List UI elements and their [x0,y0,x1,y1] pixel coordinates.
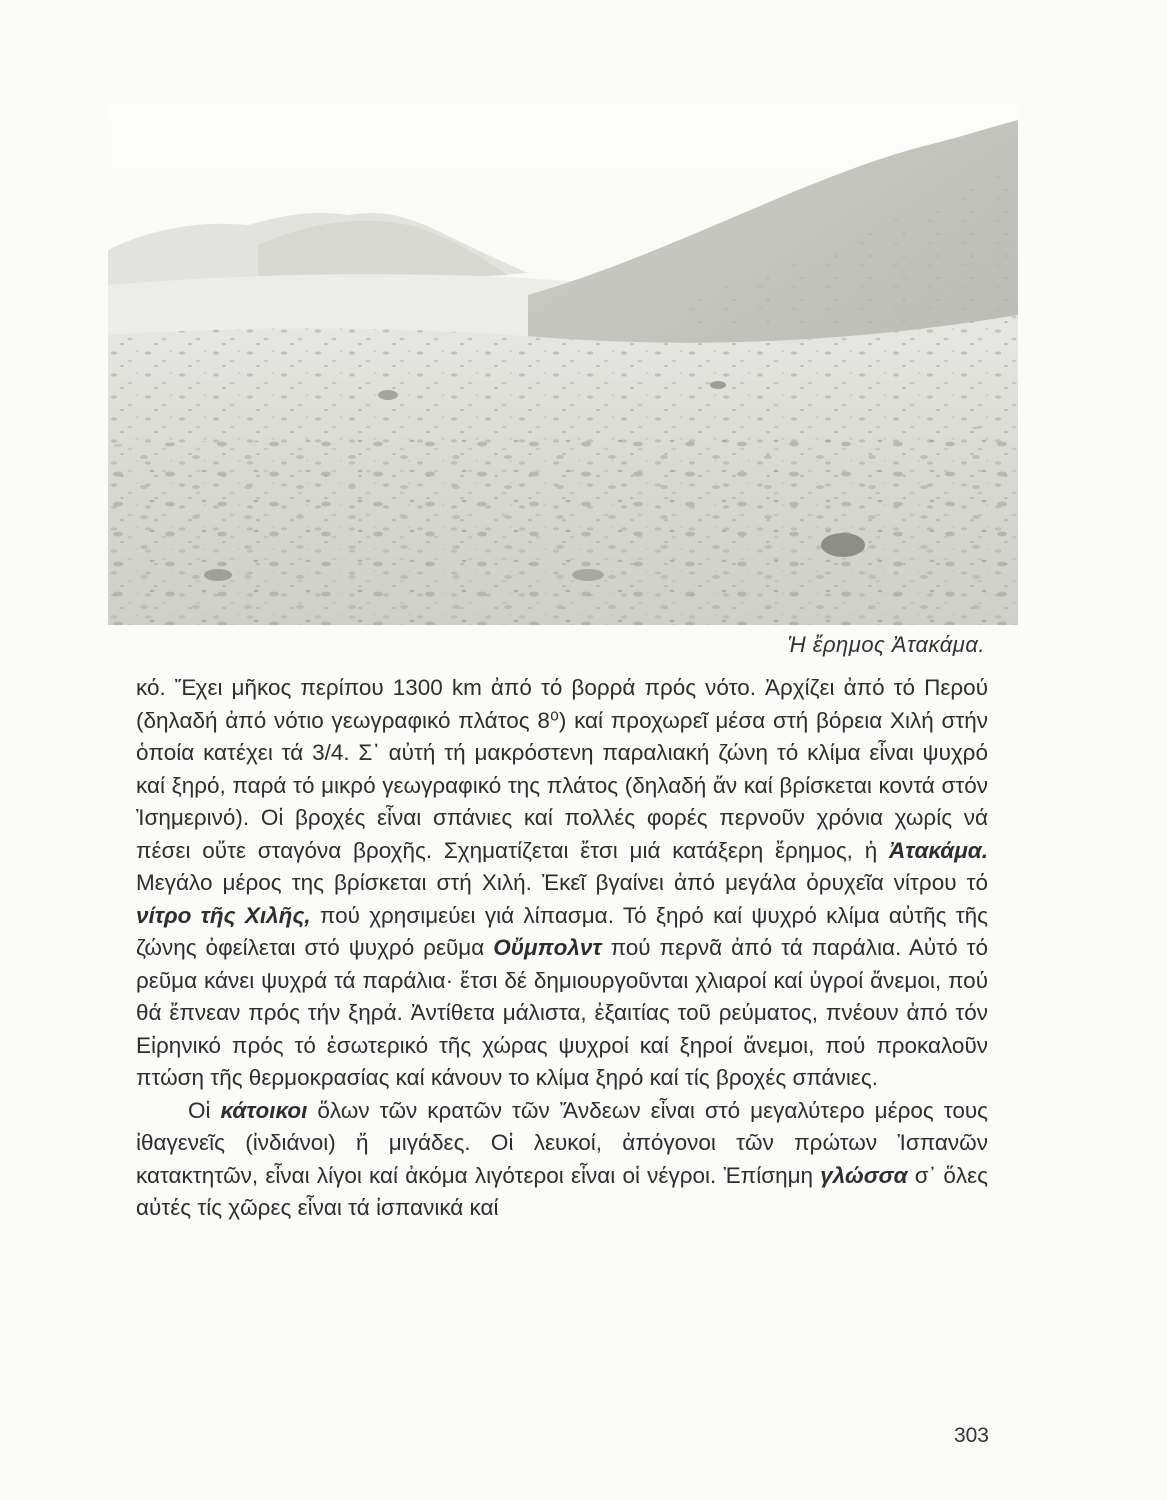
text-segment: Οἱ [188,1097,221,1123]
figure-caption: Ἡ ἔρημος Ἀτακάμα. [787,632,985,657]
text-segment: ὅλων τῶν κρατῶν τῶν Ἄνδεων εἶναι στό μεγαλύτερο μέρος τους ἰθαγενεῖς (ἰνδιάνοι) ἤ μιγάδες. Οἱ λευκοί, ἀπόγονοι τῶν πρώτων Ἰσπανῶν κατακτητῶν, εἶναι λίγοι καί ἀκόμα λιγότεροι εἶναι οἱ νέγροι. Ἐπίσημη [136,1097,988,1188]
term-chile-nitrate: νίτρο τῆς Χιλῆς, [136,902,311,928]
term-language: γλώσσα [820,1162,908,1188]
body-text [136,672,988,1225]
atacama-desert-photo [108,105,1018,625]
term-humboldt: Οὔμπολντ [493,935,602,960]
term-atacama: Ἀτακάμα. [889,837,988,863]
text-segment: πού περνᾶ ἀπό τά παράλια. Αὐτό τό ρεῦμα κάνει ψυχρά τά παράλια· ἔτσι δέ δημιουργοῦνται χλιαροί καί ὑγροί ἄνεμοι, πού θά ἔπνεαν πρός τήν ξηρά. Ἀντίθετα μάλιστα, ἐξαιτίας τοῦ ρεύματος, πνέουν ἀπό τόν Εἰρηνικό πρός τό ἐσωτερικό τῆς χώρας ψυχροί καί ξηροί ἄνεμοι, πού προκαλοῦν πτώση τῆς θερμοκρασίας καί κάνουν το κλίμα ξηρό καί τίς βροχές σπάνιες. [136,935,988,1090]
page-number: 303 [953,1424,989,1447]
text-segment: σ᾽ ὅλες αὐτές τίς χῶρες εἶναι τά ἰσπανικά καί [136,1162,988,1220]
text-segment: κό. Ἔχει μῆκος περίπου 1300 km ἀπό τό βορρά πρός νότο. Ἀρχίζει ἀπό τό Περού (δηλαδή ἀπό νότιο γεωγραφικό πλάτος 8⁰) καί προχωρεῖ μέσα στή βόρεια Χιλή στήν ὁποία κατέχει τά 3/4. Σ᾽ αὐτή τή μακρόστενη παραλιακή ζώνη τό κλίμα εἶναι ψυχρό καί ξηρό, παρά τό μικρό γεωγραφικό της πλάτος (δηλαδή ἄν καί βρίσκεται κοντά στόν Ἰσημερινό). Οἱ βροχές εἶναι σπάνιες καί πολλές φορές περνοῦν χρόνια χωρίς νά πέσει οὔτε σταγόνα βροχῆς. Σχηματίζεται ἔτσι μιά κατάξερη ἔρημος, ἡ [136,675,988,863]
paragraph-inhabitants [136,1095,988,1225]
paragraph-climate [136,672,988,1095]
text-segment: πού χρησιμεύει γιά λίπασμα. Τό ξηρό καί ψυχρό κλίμα αὐτῆς τῆς ζώνης ὀφείλεται στό ψυχρό ρεῦμα [136,902,988,960]
desert-landscape-image [108,105,1018,625]
term-inhabitants: κάτοικοι [220,1097,308,1123]
text-segment: Μεγάλο μέρος της βρίσκεται στή Χιλή. Ἐκεῖ βγαίνει ἀπό μεγάλα ὀρυχεῖα νίτρου τό [136,870,988,895]
